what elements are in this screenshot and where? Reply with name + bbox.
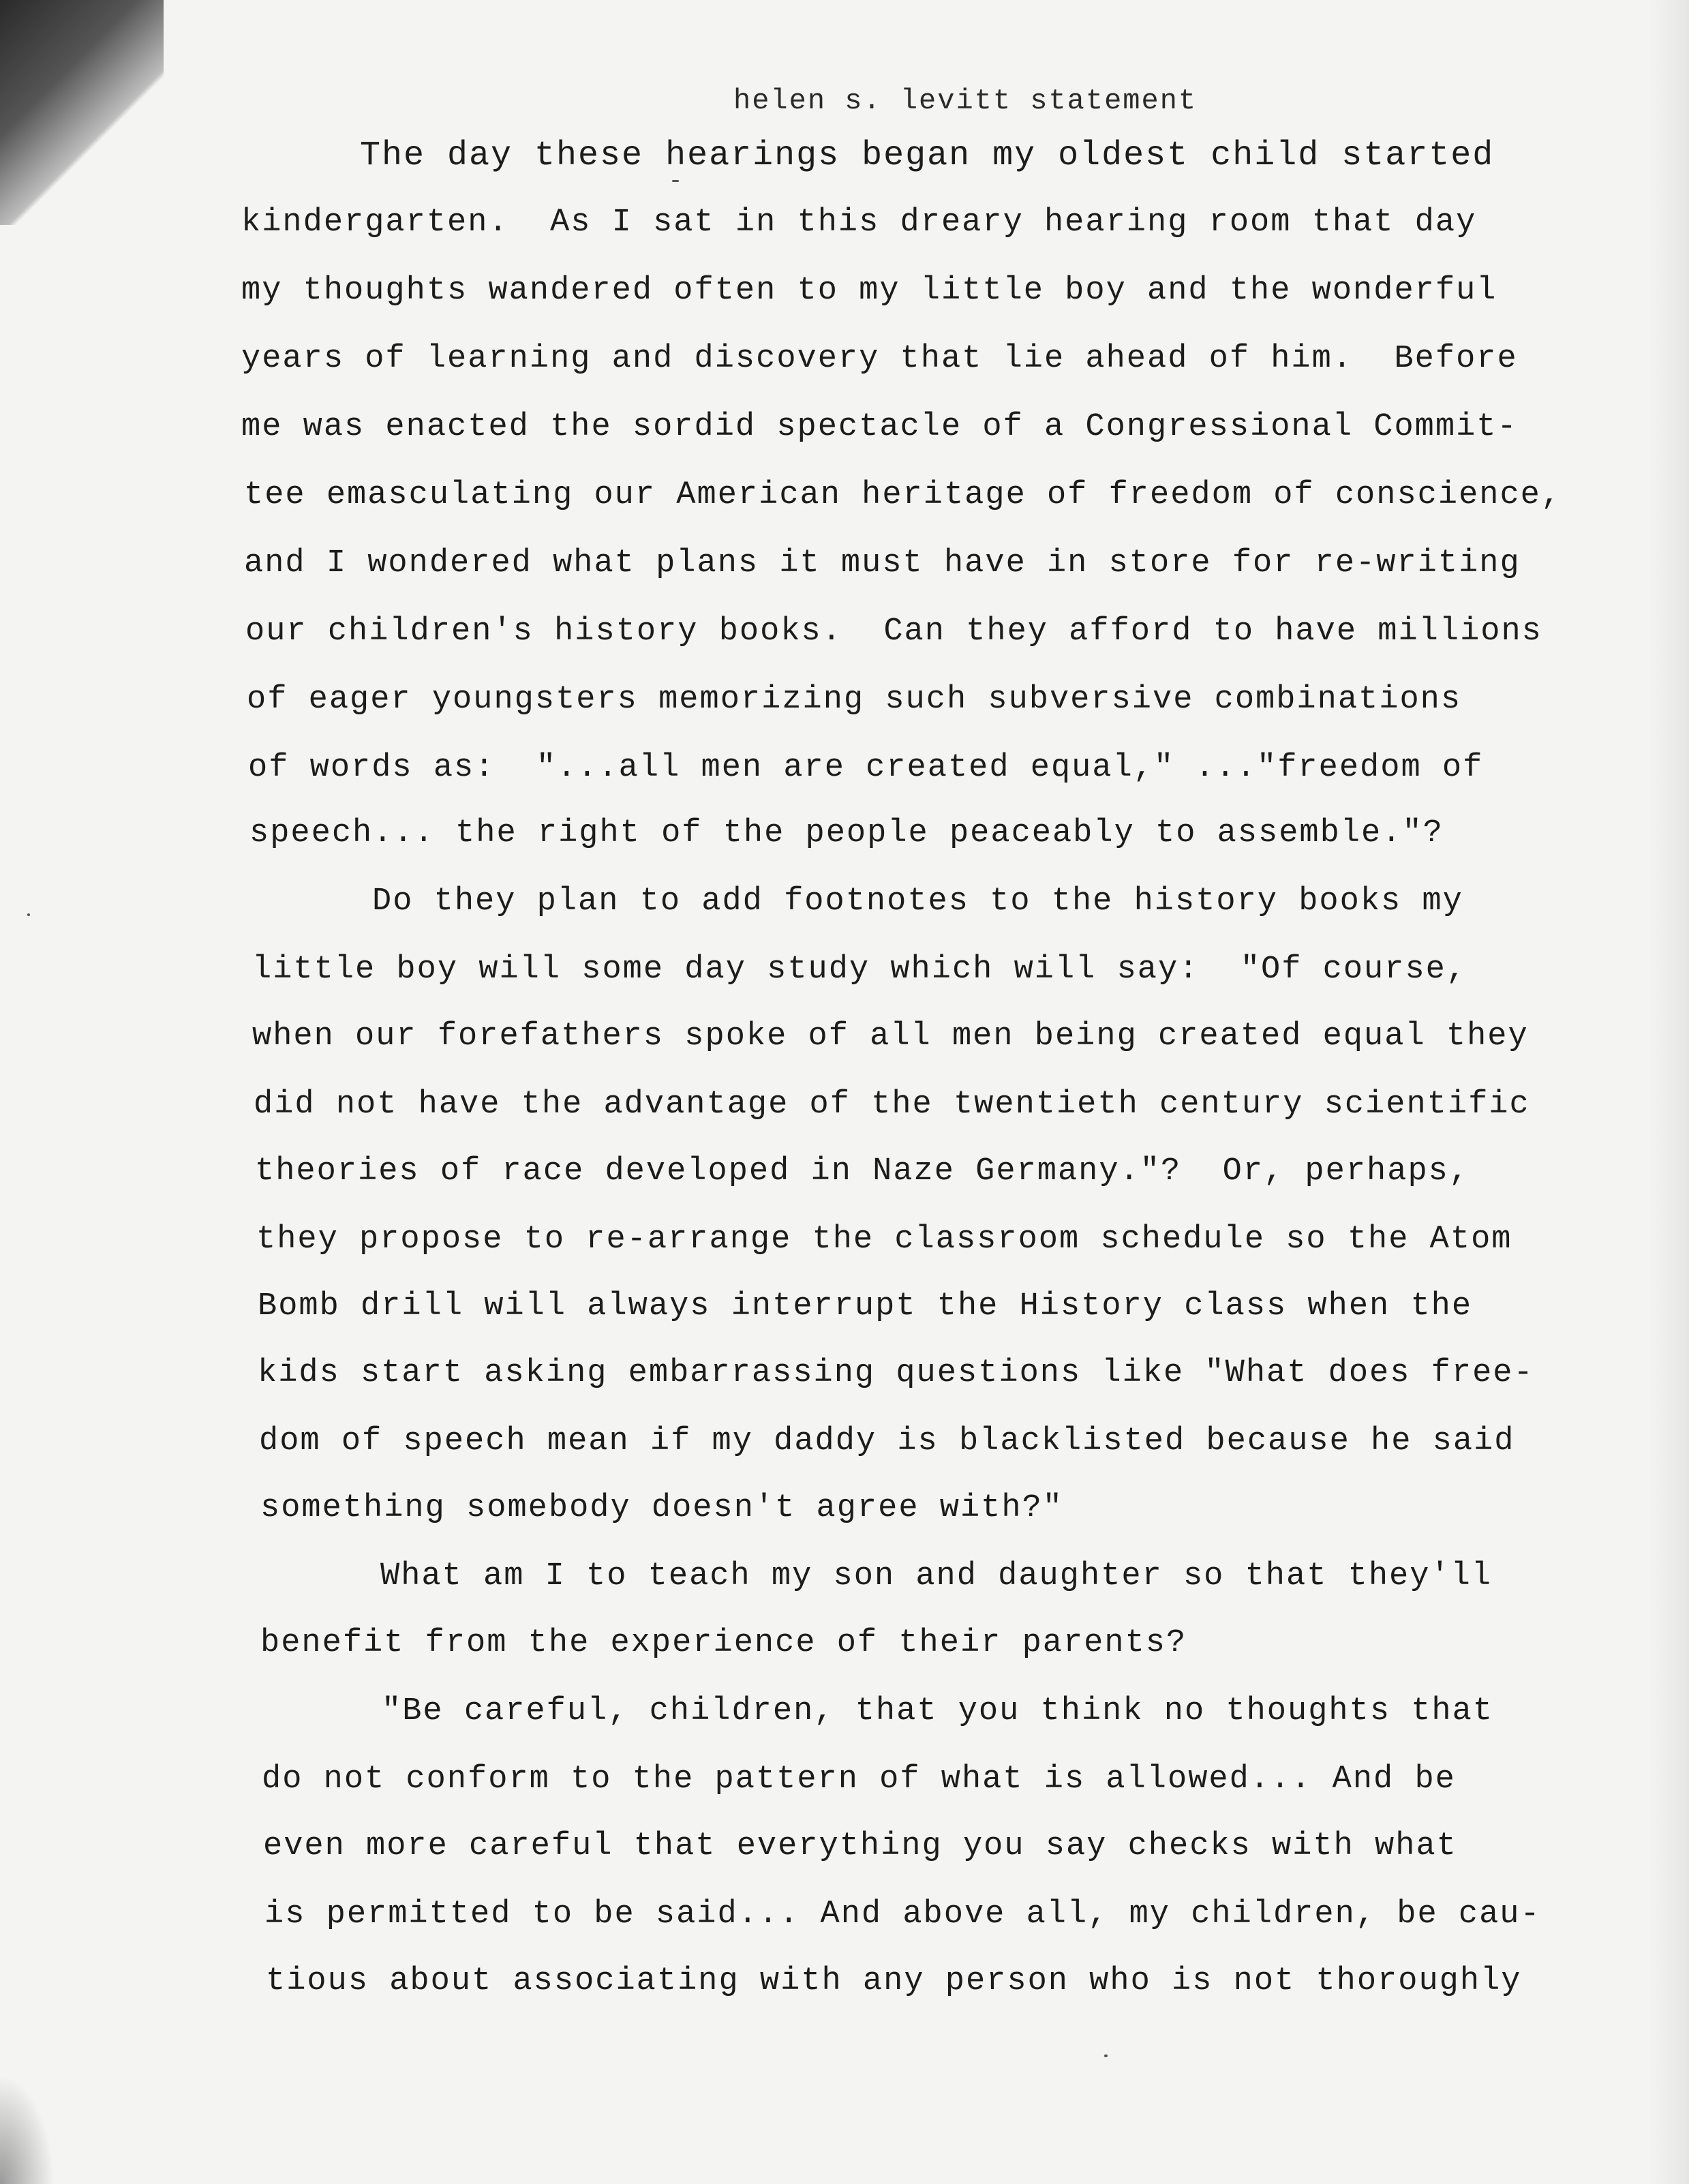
text-line: our children's history books. Can they afford to have millions bbox=[245, 613, 1542, 650]
text-line: dom of speech mean if my daddy is blacklisted because he said bbox=[259, 1423, 1515, 1459]
text-line: of words as: "...all men are created equal," ..."freedom of bbox=[248, 750, 1484, 786]
text-line: tee emasculating our American heritage of freedom of conscience, bbox=[244, 477, 1562, 513]
text-line: tious about associating with any person who is not thoroughly bbox=[266, 1963, 1522, 1999]
scan-bottom-shadow bbox=[0, 2075, 55, 2184]
text-line: speech... the right of the people peaceably to assemble."? bbox=[249, 815, 1444, 851]
text-line: they propose to re-arrange the classroom schedule so the Atom bbox=[256, 1222, 1512, 1258]
text-line: my thoughts wandered often to my little boy and the wonderful bbox=[241, 273, 1497, 309]
text-line: is permitted to be said... And above all, my children, be cau- bbox=[264, 1896, 1541, 1932]
scan-speck bbox=[1104, 2054, 1108, 2057]
text-line: when our forefathers spoke of all men being created equal they bbox=[252, 1018, 1529, 1055]
scan-corner-shadow bbox=[0, 0, 164, 225]
text-line: even more careful that everything you say checks with what bbox=[263, 1828, 1457, 1864]
text-line: and I wondered what plans it must have in store for re-writing bbox=[244, 545, 1521, 581]
scan-edge-shadow bbox=[1648, 0, 1689, 2184]
text-line: little boy will some day study which will say: "Of course, bbox=[252, 952, 1467, 988]
text-line: Bomb drill will always interrupt the History class when the bbox=[258, 1288, 1473, 1324]
scan-speck bbox=[672, 180, 679, 182]
text-line: kindergarten. As I sat in this dreary hearing room that day bbox=[241, 204, 1477, 241]
text-line: The day these hearings began my oldest child started bbox=[360, 136, 1495, 175]
text-line: me was enacted the sordid spectacle of a Congressional Commit- bbox=[241, 409, 1518, 445]
text-line: do not conform to the pattern of what is allowed... And be bbox=[262, 1761, 1456, 1798]
text-line: of eager youngsters memorizing such subversive combinations bbox=[247, 682, 1462, 718]
text-line: theories of race developed in Naze Germany."? Or, perhaps, bbox=[255, 1153, 1470, 1189]
text-line: What am I to teach my son and daughter so that they'll bbox=[380, 1558, 1493, 1594]
text-line: something somebody doesn't agree with?" bbox=[260, 1490, 1063, 1526]
text-line: kids start asking embarrassing questions like "What does free- bbox=[258, 1355, 1534, 1391]
text-line: did not have the advantage of the twentieth century scientific bbox=[254, 1087, 1530, 1123]
text-line: Do they plan to add footnotes to the history books my bbox=[372, 883, 1463, 920]
text-line: years of learning and discovery that lie ahead of him. Before bbox=[241, 341, 1518, 377]
scan-speck bbox=[27, 913, 30, 916]
text-line: benefit from the experience of their parents? bbox=[260, 1625, 1187, 1661]
text-line: "Be careful, children, that you think no thoughts that bbox=[382, 1693, 1494, 1729]
statement-header: helen s. levitt statement bbox=[733, 85, 1198, 117]
